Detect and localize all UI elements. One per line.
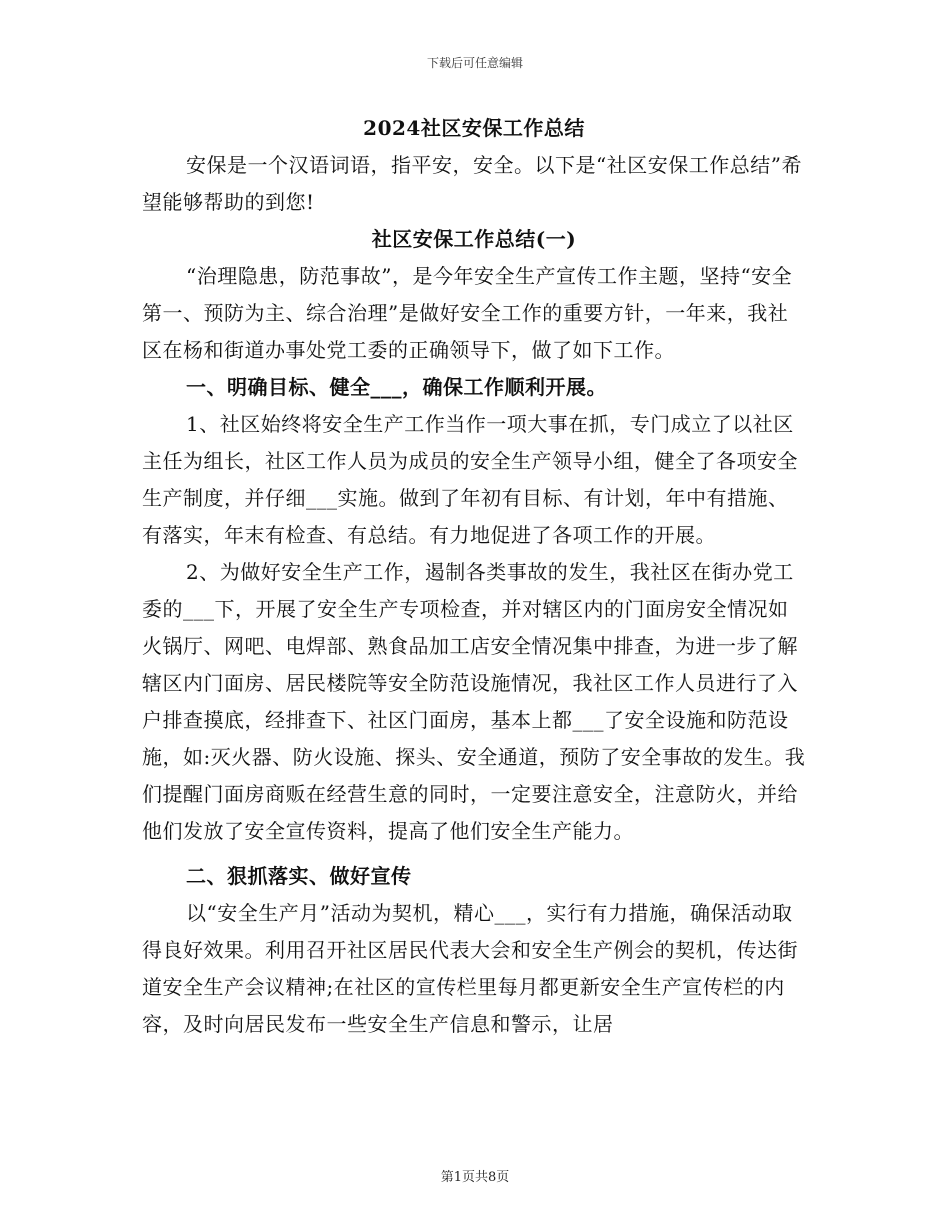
- header-note: 下载后可任意编辑: [426, 56, 523, 70]
- heading-1: 一、明确目标、健全___，确保工作顺利开展。: [186, 375, 607, 399]
- paragraph-3: 2、为做好安全生产工作，遏制各类事故的发生，我社区在街办党工委的___下，开展了安全生产专项检查，并对辖区内的门面房安全情况如火锅厅、网吧、电焊部、熟食品加工店安全情况集中排查，为进一步了解辖区内门面房、居民楼院等安全防范设施情况，我社区工作人员进行了入户排查摸底，经排查下、社区门面房，基本上都___了安全设施和防范设施，如:灭火器、防火设施、探头、安全通道，预防了安全事故的发生。我们提醒门面房商贩在经营生意的同时，一定要注意安全，注意防火，并给他们发放了安全宣传资料，提高了他们安全生产能力。: [142, 560, 806, 843]
- paragraph-1: “治理隐患，防范事故”，是今年安全生产宣传工作主题，坚持“安全第一、预防为主、综合治理”是做好安全工作的重要方针，一年来，我社区在杨和街道办事处党工委的正确领导下，做了如下工作。: [142, 264, 793, 362]
- spacer: [142, 850, 806, 858]
- intro-paragraph: 安保是一个汉语词语，指平安，安全。以下是“社区安保工作总结”希望能够帮助的到您!: [142, 153, 802, 214]
- page-footer: 第1页共8页: [440, 1170, 510, 1185]
- document-title: 2024社区安保工作总结: [363, 116, 585, 140]
- heading-2: 二、狠抓落实、做好宣传: [186, 864, 412, 888]
- paragraph-4: 以“安全生产月”活动为契机，精心___，实行有力措施，确保活动取得良好效果。利用召开社区居民代表大会和安全生产例会的契机，传达街道安全生产会议精神;在社区的宣传栏里每月都更新安全生产宣传栏的内容，及时向居民发布一些安全生产信息和警示，让居: [142, 901, 798, 1036]
- section-title: 社区安保工作总结(一): [371, 227, 577, 251]
- paragraph-2: 1、社区始终将安全生产工作当作一项大事在抓，专门成立了以社区主任为组长，社区工作人员为成员的安全生产领导小组，健全了各项安全生产制度，并仔细___实施。做到了年初有目标、有计划，年中有措施、有落实，年末有检查、有总结。有力地促进了各项工作的开展。: [142, 412, 798, 547]
- document-body: [142, 110, 806, 1043]
